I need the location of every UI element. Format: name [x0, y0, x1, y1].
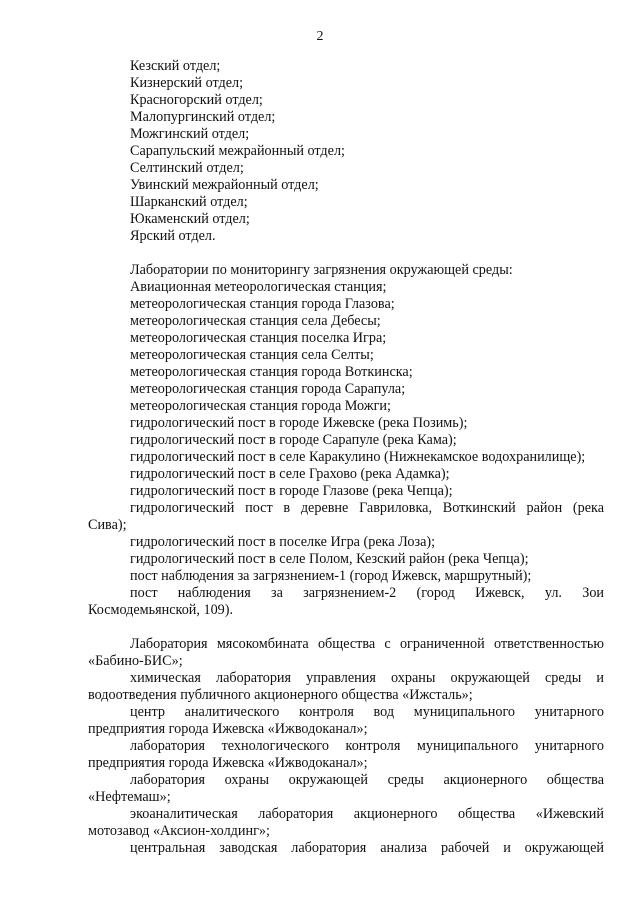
lab-item: центр аналитического контроля вод муниципального унитарного [130, 704, 604, 720]
department-item: Сарапульский межрайонный отдел; [130, 143, 345, 159]
lab-item-cont: водоотведения публичного акционерного общества «Ижсталь»; [88, 687, 473, 703]
lab-item-cont: «Бабино-БИС»; [88, 653, 183, 669]
lab-item-cont: «Нефтемаш»; [88, 789, 171, 805]
page-number: 2 [316, 29, 324, 44]
department-item: Ярский отдел. [130, 228, 216, 244]
station-item: гидрологический пост в селе Грахово (река Адамка); [130, 466, 450, 482]
station-item: гидрологический пост в селе Полом, Кезский район (река Чепца); [130, 551, 529, 567]
department-item: Увинский межрайонный отдел; [130, 177, 319, 193]
station-item: метеорологическая станция города Сарапула; [130, 381, 406, 397]
department-item: Юкаменский отдел; [130, 211, 250, 227]
station-item-post2: пост наблюдения за загрязнением-2 (город Ижевск, ул. Зои [130, 585, 604, 601]
station-item: метеорологическая станция села Дебесы; [130, 313, 381, 329]
station-item: пост наблюдения за загрязнением-1 (город Ижевск, маршрутный); [130, 568, 532, 584]
station-item: метеорологическая станция села Селты; [130, 347, 374, 363]
station-item: метеорологическая станция города Воткинска; [130, 364, 413, 380]
station-item-gavrilovka-cont: Сива); [88, 517, 127, 533]
lab-item: центральная заводская лаборатория анализа рабочей и окружающей [130, 840, 604, 856]
station-item: гидрологический пост в селе Каракулино (Нижнекамское водохранилище); [130, 449, 586, 465]
lab-item-cont: мотозавод «Аксион-холдинг»; [88, 823, 270, 839]
station-item: метеорологическая станция города Глазова; [130, 296, 395, 312]
lab-item: лаборатория технологического контроля муниципального унитарного [130, 738, 604, 754]
station-item: гидрологический пост в поселке Игра (река Лоза); [130, 534, 436, 550]
lab-item: химическая лаборатория управления охраны окружающей среды и [130, 670, 604, 686]
station-item: метеорологическая станция города Можги; [130, 398, 391, 414]
station-item: гидрологический пост в городе Глазове (река Чепца); [130, 483, 453, 499]
lab-item: Лаборатория мясокомбината общества с ограниченной ответственностью [130, 636, 604, 652]
department-item: Можгинский отдел; [130, 126, 250, 142]
station-item: метеорологическая станция поселка Игра; [130, 330, 387, 346]
station-item: Авиационная метеорологическая станция; [130, 279, 387, 295]
lab-item: лаборатория охраны окружающей среды акционерного общества [130, 772, 604, 788]
department-item: Селтинский отдел; [130, 160, 244, 176]
lab-item-cont: предприятия города Ижевска «Ижводоканал»; [88, 721, 368, 737]
station-item-gavrilovka: гидрологический пост в деревне Гавриловка, Воткинский район (река [130, 500, 604, 516]
station-item: гидрологический пост в городе Ижевске (река Позимь); [130, 415, 468, 431]
lab-item: экоаналитическая лаборатория акционерного общества «Ижевский [130, 806, 604, 822]
labs-heading: Лаборатории по мониторингу загрязнения окружающей среды: [130, 262, 513, 278]
lab-item-cont: предприятия города Ижевска «Ижводоканал»; [88, 755, 368, 771]
station-item-post2-cont: Космодемьянской, 109). [88, 602, 234, 618]
department-item: Малопургинский отдел; [130, 109, 276, 125]
department-item: Кезский отдел; [130, 58, 221, 74]
department-item: Кизнерский отдел; [130, 75, 244, 91]
department-item: Шарканский отдел; [130, 194, 248, 210]
station-item: гидрологический пост в городе Сарапуле (река Кама); [130, 432, 457, 448]
department-item: Красногорский отдел; [130, 92, 263, 108]
